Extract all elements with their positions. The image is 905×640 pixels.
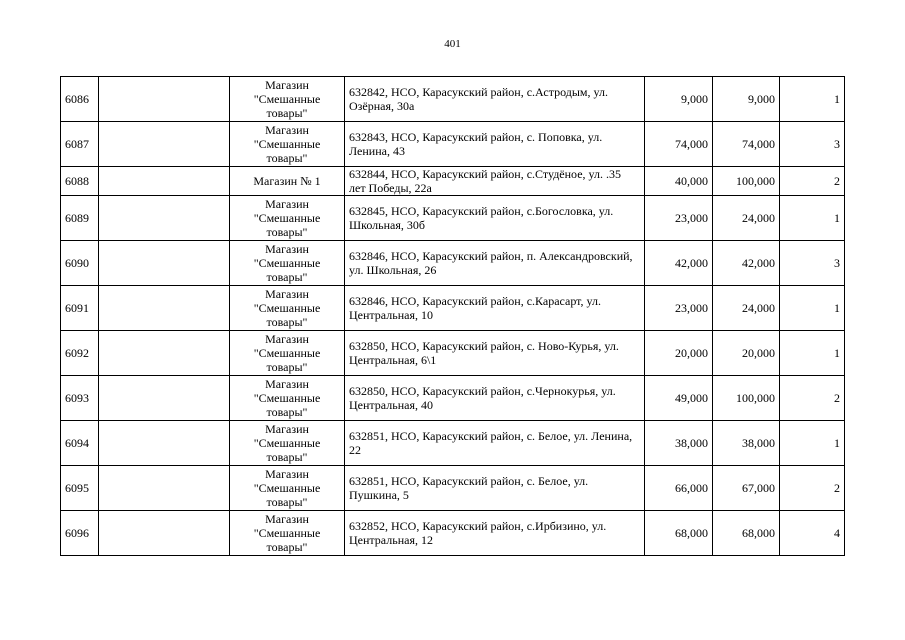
address-cell: 632843, НСО, Карасукский район, с. Поповка, ул. Ленина, 43 — [345, 122, 645, 167]
count-cell: 1 — [780, 421, 845, 466]
shop-name-line: "Смешанные — [253, 436, 321, 450]
row-id-cell: 6086 — [61, 77, 99, 122]
shop-name-line: Магазин — [265, 377, 309, 391]
empty-cell — [99, 421, 230, 466]
row-id-cell: 6090 — [61, 241, 99, 286]
shop-name-line: "Смешанные — [253, 481, 321, 495]
count-cell: 2 — [780, 376, 845, 421]
shop-name-line: товары" — [266, 315, 308, 329]
address-cell: 632850, НСО, Карасукский район, с. Ново-Курья, ул. Центральная, 6\1 — [345, 331, 645, 376]
shop-name-line: товары" — [266, 151, 308, 165]
address-cell: 632850, НСО, Карасукский район, с.Чернокурья, ул. Центральная, 40 — [345, 376, 645, 421]
shop-name-line: "Смешанные — [253, 391, 321, 405]
row-id-cell: 6096 — [61, 511, 99, 556]
value1-cell: 20,000 — [645, 331, 713, 376]
count-cell: 1 — [780, 331, 845, 376]
shop-name-line: товары" — [266, 360, 308, 374]
value1-cell: 42,000 — [645, 241, 713, 286]
value1-cell: 23,000 — [645, 196, 713, 241]
empty-cell — [99, 511, 230, 556]
empty-cell — [99, 241, 230, 286]
registry-table-body — [61, 77, 845, 556]
shop-name-line: Магазин — [265, 78, 309, 92]
shop-name-cell — [230, 167, 345, 196]
table-row — [61, 376, 845, 421]
shop-name-line: Магазин — [265, 287, 309, 301]
value2-cell: 38,000 — [713, 421, 780, 466]
shop-name-line: Магазин № 1 — [253, 174, 321, 188]
address-cell: 632846, НСО, Карасукский район, с.Карасарт, ул. Центральная, 10 — [345, 286, 645, 331]
table-row — [61, 466, 845, 511]
empty-cell — [99, 167, 230, 196]
value2-cell: 9,000 — [713, 77, 780, 122]
address-cell: 632844, НСО, Карасукский район, с.Студёное, ул. .35 лет Победы, 22а — [345, 167, 645, 196]
shop-name-cell — [230, 77, 345, 122]
row-id-cell: 6089 — [61, 196, 99, 241]
shop-name-line: товары" — [266, 495, 308, 509]
address-cell: 632851, НСО, Карасукский район, с. Белое, ул. Ленина, 22 — [345, 421, 645, 466]
table-row — [61, 286, 845, 331]
shop-name-line: товары" — [266, 106, 308, 120]
table-row — [61, 241, 845, 286]
shop-name-line: Магазин — [265, 512, 309, 526]
shop-name-line: "Смешанные — [253, 137, 321, 151]
shop-name-line: Магазин — [265, 332, 309, 346]
shop-name-line: "Смешанные — [253, 256, 321, 270]
shop-name-line: товары" — [266, 270, 308, 284]
shop-name-line: "Смешанные — [253, 92, 321, 106]
table-row — [61, 331, 845, 376]
shop-name-cell — [230, 122, 345, 167]
empty-cell — [99, 77, 230, 122]
table-row — [61, 511, 845, 556]
value1-cell: 38,000 — [645, 421, 713, 466]
shop-name-cell — [230, 286, 345, 331]
shop-name-line: "Смешанные — [253, 211, 321, 225]
row-id-cell: 6094 — [61, 421, 99, 466]
empty-cell — [99, 286, 230, 331]
value1-cell: 49,000 — [645, 376, 713, 421]
address-cell: 632851, НСО, Карасукский район, с. Белое, ул. Пушкина, 5 — [345, 466, 645, 511]
empty-cell — [99, 376, 230, 421]
shop-name-cell — [230, 196, 345, 241]
shop-name-line: Магазин — [265, 123, 309, 137]
value1-cell: 9,000 — [645, 77, 713, 122]
table-row — [61, 167, 845, 196]
shop-name-cell — [230, 466, 345, 511]
value1-cell: 74,000 — [645, 122, 713, 167]
shop-name-cell — [230, 241, 345, 286]
shop-name-line: "Смешанные — [253, 526, 321, 540]
shop-name-line: Магазин — [265, 242, 309, 256]
value1-cell: 40,000 — [645, 167, 713, 196]
address-cell: 632845, НСО, Карасукский район, с.Богословка, ул. Школьная, 30б — [345, 196, 645, 241]
page-number: 401 — [444, 38, 461, 50]
value2-cell: 24,000 — [713, 286, 780, 331]
shop-name-cell — [230, 376, 345, 421]
shop-name-line: товары" — [266, 405, 308, 419]
count-cell: 3 — [780, 122, 845, 167]
empty-cell — [99, 196, 230, 241]
table-row — [61, 421, 845, 466]
row-id-cell: 6095 — [61, 466, 99, 511]
table-row — [61, 122, 845, 167]
shop-name-line: товары" — [266, 225, 308, 239]
shop-name-cell — [230, 421, 345, 466]
value2-cell: 24,000 — [713, 196, 780, 241]
count-cell: 2 — [780, 167, 845, 196]
value2-cell: 100,000 — [713, 167, 780, 196]
address-cell: 632842, НСО, Карасукский район, с.Астродым, ул. Озёрная, 30а — [345, 77, 645, 122]
row-id-cell: 6088 — [61, 167, 99, 196]
shop-name-cell — [230, 511, 345, 556]
value2-cell: 67,000 — [713, 466, 780, 511]
empty-cell — [99, 466, 230, 511]
count-cell: 3 — [780, 241, 845, 286]
count-cell: 1 — [780, 77, 845, 122]
shop-name-cell — [230, 331, 345, 376]
value2-cell: 20,000 — [713, 331, 780, 376]
table-row — [61, 196, 845, 241]
registry-table — [60, 76, 845, 556]
shop-name-line: товары" — [266, 450, 308, 464]
shop-name-line: Магазин — [265, 467, 309, 481]
value2-cell: 68,000 — [713, 511, 780, 556]
row-id-cell: 6093 — [61, 376, 99, 421]
count-cell: 2 — [780, 466, 845, 511]
value2-cell: 74,000 — [713, 122, 780, 167]
empty-cell — [99, 331, 230, 376]
row-id-cell: 6092 — [61, 331, 99, 376]
value1-cell: 68,000 — [645, 511, 713, 556]
count-cell: 1 — [780, 286, 845, 331]
row-id-cell: 6091 — [61, 286, 99, 331]
count-cell: 4 — [780, 511, 845, 556]
value1-cell: 66,000 — [645, 466, 713, 511]
shop-name-line: "Смешанные — [253, 346, 321, 360]
shop-name-line: товары" — [266, 540, 308, 554]
value2-cell: 42,000 — [713, 241, 780, 286]
value2-cell: 100,000 — [713, 376, 780, 421]
count-cell: 1 — [780, 196, 845, 241]
table-row — [61, 77, 845, 122]
shop-name-line: Магазин — [265, 197, 309, 211]
shop-name-line: "Смешанные — [253, 301, 321, 315]
empty-cell — [99, 122, 230, 167]
shop-name-line: Магазин — [265, 422, 309, 436]
value1-cell: 23,000 — [645, 286, 713, 331]
address-cell: 632846, НСО, Карасукский район, п. Александровский, ул. Школьная, 26 — [345, 241, 645, 286]
address-cell: 632852, НСО, Карасукский район, с.Ирбизино, ул. Центральная, 12 — [345, 511, 645, 556]
row-id-cell: 6087 — [61, 122, 99, 167]
